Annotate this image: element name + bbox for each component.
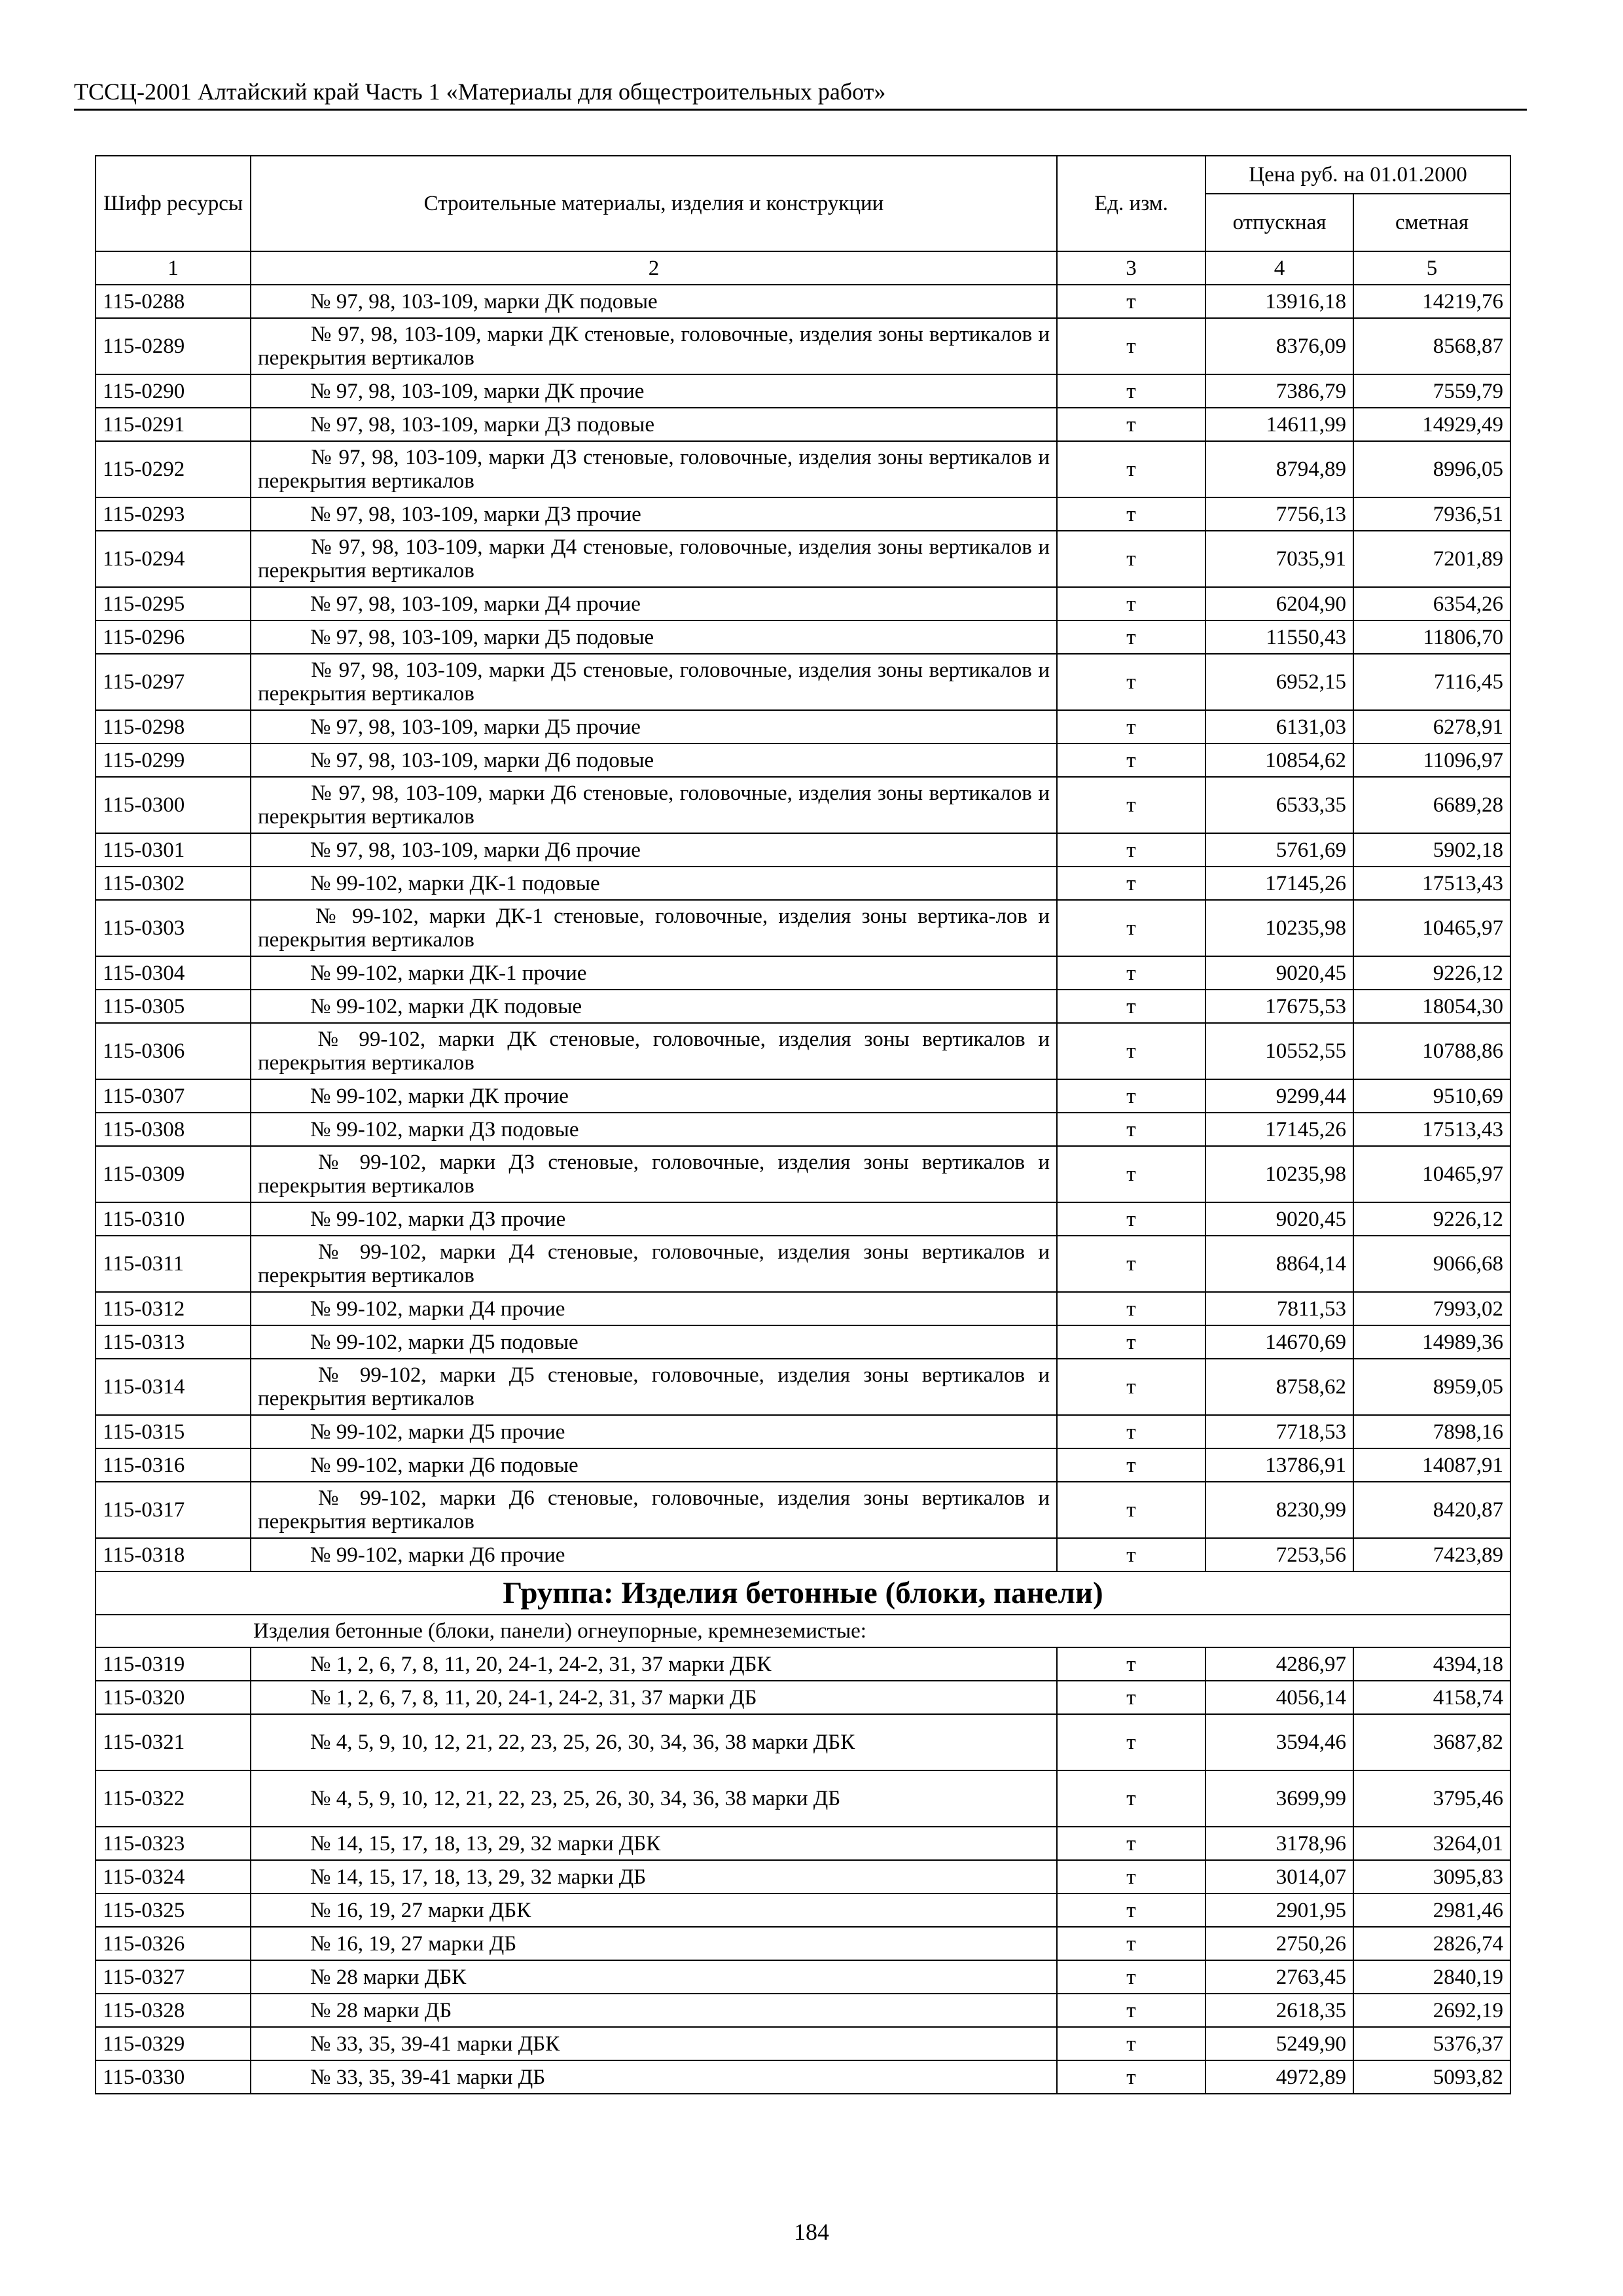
resource-code: 115-0319 — [96, 1647, 251, 1681]
release-price: 8758,62 — [1205, 1359, 1353, 1415]
release-price: 7035,91 — [1205, 531, 1353, 587]
estimate-price: 8996,05 — [1353, 441, 1510, 497]
table-row — [96, 531, 1510, 587]
table-row — [96, 318, 1510, 374]
unit: т — [1057, 1415, 1205, 1448]
resource-code: 115-0328 — [96, 1994, 251, 2027]
table-row — [96, 2027, 1510, 2060]
resource-code: 115-0324 — [96, 1860, 251, 1893]
unit: т — [1057, 1359, 1205, 1415]
header-code: Шифр ресурсы — [96, 156, 251, 251]
material-name: № 4, 5, 9, 10, 12, 21, 22, 23, 25, 26, 30, 34, 36, 38 марки ДБ — [251, 1770, 1057, 1827]
estimate-price: 7559,79 — [1353, 374, 1510, 408]
estimate-price: 7423,89 — [1353, 1538, 1510, 1571]
unit: т — [1057, 1292, 1205, 1325]
table-row — [96, 1023, 1510, 1079]
resource-code: 115-0305 — [96, 990, 251, 1023]
material-name: № 99-102, марки ДК-1 подовые — [251, 867, 1057, 900]
material-name: № 99-102, марки ДЗ стеновые, головочные, изделия зоны вертикалов и перекрытия вертикалов — [251, 1146, 1057, 1202]
unit: т — [1057, 1146, 1205, 1202]
estimate-price: 3095,83 — [1353, 1860, 1510, 1893]
material-name: № 99-102, марки Д4 стеновые, головочные, изделия зоны вертикалов и перекрытия вертикалов — [251, 1236, 1057, 1292]
unit: т — [1057, 710, 1205, 744]
table-row — [96, 1236, 1510, 1292]
estimate-price: 8568,87 — [1353, 318, 1510, 374]
release-price: 5761,69 — [1205, 833, 1353, 867]
release-price: 3014,07 — [1205, 1860, 1353, 1893]
resource-code: 115-0298 — [96, 710, 251, 744]
unit: т — [1057, 2060, 1205, 2094]
resource-code: 115-0301 — [96, 833, 251, 867]
release-price: 9020,45 — [1205, 956, 1353, 990]
header-release-price: отпускная — [1205, 194, 1353, 251]
release-price: 7253,56 — [1205, 1538, 1353, 1571]
unit: т — [1057, 1079, 1205, 1113]
estimate-price: 5093,82 — [1353, 2060, 1510, 2094]
estimate-price: 2692,19 — [1353, 1994, 1510, 2027]
resource-code: 115-0295 — [96, 587, 251, 620]
material-name: № 97, 98, 103-109, марки Д6 прочие — [251, 833, 1057, 867]
release-price: 7811,53 — [1205, 1292, 1353, 1325]
resource-code: 115-0290 — [96, 374, 251, 408]
table-row — [96, 990, 1510, 1023]
table-row — [96, 1893, 1510, 1927]
unit: т — [1057, 1681, 1205, 1714]
unit: т — [1057, 1827, 1205, 1860]
resource-code: 115-0320 — [96, 1681, 251, 1714]
material-name: № 97, 98, 103-109, марки ДЗ прочие — [251, 497, 1057, 531]
table-row — [96, 1448, 1510, 1482]
material-name: № 97, 98, 103-109, марки Д5 стеновые, головочные, изделия зоны вертикалов и перекрытия вертикалов — [251, 654, 1057, 710]
table-body-section-2 — [96, 1647, 1510, 2094]
release-price: 7756,13 — [1205, 497, 1353, 531]
table-row — [96, 1359, 1510, 1415]
table-row — [96, 1994, 1510, 2027]
material-name: № 99-102, марки Д5 прочие — [251, 1415, 1057, 1448]
estimate-price: 7116,45 — [1353, 654, 1510, 710]
estimate-price: 9226,12 — [1353, 956, 1510, 990]
estimate-price: 3264,01 — [1353, 1827, 1510, 1860]
estimate-price: 11806,70 — [1353, 620, 1510, 654]
resource-code: 115-0325 — [96, 1893, 251, 1927]
material-name: № 97, 98, 103-109, марки ДЗ стеновые, головочные, изделия зоны вертикалов и перекрытия вертикалов — [251, 441, 1057, 497]
resource-code: 115-0313 — [96, 1325, 251, 1359]
header-name: Строительные материалы, изделия и конструкции — [251, 156, 1057, 251]
release-price: 7386,79 — [1205, 374, 1353, 408]
estimate-price: 8420,87 — [1353, 1482, 1510, 1538]
resource-code: 115-0308 — [96, 1113, 251, 1146]
table-row — [96, 777, 1510, 833]
resource-code: 115-0302 — [96, 867, 251, 900]
material-name: № 33, 35, 39-41 марки ДБК — [251, 2027, 1057, 2060]
unit: т — [1057, 497, 1205, 531]
estimate-price: 17513,43 — [1353, 867, 1510, 900]
unit: т — [1057, 956, 1205, 990]
material-name: № 4, 5, 9, 10, 12, 21, 22, 23, 25, 26, 30, 34, 36, 38 марки ДБК — [251, 1714, 1057, 1770]
resource-code: 115-0326 — [96, 1927, 251, 1960]
estimate-price: 4158,74 — [1353, 1681, 1510, 1714]
resource-code: 115-0310 — [96, 1202, 251, 1236]
resource-code: 115-0318 — [96, 1538, 251, 1571]
table-row — [96, 1827, 1510, 1860]
unit: т — [1057, 1482, 1205, 1538]
resource-code: 115-0316 — [96, 1448, 251, 1482]
resource-code: 115-0321 — [96, 1714, 251, 1770]
material-name: № 97, 98, 103-109, марки Д4 стеновые, головочные, изделия зоны вертикалов и перекрытия вертикалов — [251, 531, 1057, 587]
page-header: ТССЦ-2001 Алтайский край Часть 1 «Материалы для общестроительных работ» — [74, 77, 1527, 111]
resource-code: 115-0297 — [96, 654, 251, 710]
estimate-price: 10465,97 — [1353, 900, 1510, 956]
resource-code: 115-0306 — [96, 1023, 251, 1079]
table-row — [96, 374, 1510, 408]
estimate-price: 7898,16 — [1353, 1415, 1510, 1448]
release-price: 11550,43 — [1205, 620, 1353, 654]
release-price: 8230,99 — [1205, 1482, 1353, 1538]
release-price: 14670,69 — [1205, 1325, 1353, 1359]
release-price: 8794,89 — [1205, 441, 1353, 497]
unit: т — [1057, 1927, 1205, 1960]
material-name: № 97, 98, 103-109, марки Д5 подовые — [251, 620, 1057, 654]
table-row — [96, 1681, 1510, 1714]
material-name: № 97, 98, 103-109, марки ДК подовые — [251, 285, 1057, 318]
estimate-price: 17513,43 — [1353, 1113, 1510, 1146]
material-name: № 28 марки ДБК — [251, 1960, 1057, 1994]
column-numbers-row — [96, 251, 1510, 285]
estimate-price: 7201,89 — [1353, 531, 1510, 587]
resource-code: 115-0307 — [96, 1079, 251, 1113]
resource-code: 115-0329 — [96, 2027, 251, 2060]
header-estimate-price: сметная — [1353, 194, 1510, 251]
resource-code: 115-0288 — [96, 285, 251, 318]
release-price: 9020,45 — [1205, 1202, 1353, 1236]
estimate-price: 14087,91 — [1353, 1448, 1510, 1482]
release-price: 13916,18 — [1205, 285, 1353, 318]
resource-code: 115-0323 — [96, 1827, 251, 1860]
group-title: Группа: Изделия бетонные (блоки, панели) — [96, 1571, 1510, 1615]
estimate-price: 6354,26 — [1353, 587, 1510, 620]
release-price: 3178,96 — [1205, 1827, 1353, 1860]
table-row — [96, 587, 1510, 620]
unit: т — [1057, 1647, 1205, 1681]
unit: т — [1057, 1113, 1205, 1146]
table-row — [96, 497, 1510, 531]
release-price: 8864,14 — [1205, 1236, 1353, 1292]
material-name: № 99-102, марки Д5 подовые — [251, 1325, 1057, 1359]
estimate-price: 14219,76 — [1353, 285, 1510, 318]
unit: т — [1057, 441, 1205, 497]
unit: т — [1057, 1538, 1205, 1571]
table-row — [96, 1482, 1510, 1538]
material-name: № 99-102, марки Д6 стеновые, головочные, изделия зоны вертикалов и перекрытия вертикалов — [251, 1482, 1057, 1538]
estimate-price: 5376,37 — [1353, 2027, 1510, 2060]
page-number: 184 — [794, 2219, 829, 2245]
estimate-price: 2981,46 — [1353, 1893, 1510, 1927]
table-row — [96, 1647, 1510, 1681]
table-row — [96, 1960, 1510, 1994]
estimate-price: 7936,51 — [1353, 497, 1510, 531]
table-row — [96, 867, 1510, 900]
column-number: 2 — [251, 251, 1057, 285]
unit: т — [1057, 744, 1205, 777]
unit: т — [1057, 531, 1205, 587]
resource-code: 115-0292 — [96, 441, 251, 497]
unit: т — [1057, 285, 1205, 318]
unit: т — [1057, 2027, 1205, 2060]
resource-code: 115-0304 — [96, 956, 251, 990]
estimate-price: 5902,18 — [1353, 833, 1510, 867]
table-row — [96, 744, 1510, 777]
table-row — [96, 1770, 1510, 1827]
table-row — [96, 285, 1510, 318]
estimate-price: 9226,12 — [1353, 1202, 1510, 1236]
resource-code: 115-0315 — [96, 1415, 251, 1448]
table-row — [96, 1113, 1510, 1146]
table-row — [96, 408, 1510, 441]
material-name: № 97, 98, 103-109, марки Д4 прочие — [251, 587, 1057, 620]
unit: т — [1057, 1960, 1205, 1994]
header-unit: Ед. изм. — [1057, 156, 1205, 251]
resource-code: 115-0293 — [96, 497, 251, 531]
resource-code: 115-0291 — [96, 408, 251, 441]
material-name: № 99-102, марки ДК прочие — [251, 1079, 1057, 1113]
material-name: № 99-102, марки ДК стеновые, головочные, изделия зоны вертикалов и перекрытия вертикалов — [251, 1023, 1057, 1079]
release-price: 6952,15 — [1205, 654, 1353, 710]
column-number: 1 — [96, 251, 251, 285]
unit: т — [1057, 1770, 1205, 1827]
subgroup-title: Изделия бетонные (блоки, панели) огнеупорные, кремнеземистые: — [96, 1615, 1510, 1647]
unit: т — [1057, 318, 1205, 374]
release-price: 4286,97 — [1205, 1647, 1353, 1681]
estimate-price: 14929,49 — [1353, 408, 1510, 441]
material-name: № 16, 19, 27 марки ДБК — [251, 1893, 1057, 1927]
material-name: № 99-102, марки ДК-1 стеновые, головочные, изделия зоны вертика-лов и перекрытия вертикалов — [251, 900, 1057, 956]
estimate-price: 18054,30 — [1353, 990, 1510, 1023]
table-row — [96, 1860, 1510, 1893]
table-row — [96, 1927, 1510, 1960]
release-price: 8376,09 — [1205, 318, 1353, 374]
material-name: № 97, 98, 103-109, марки ДЗ подовые — [251, 408, 1057, 441]
release-price: 2763,45 — [1205, 1960, 1353, 1994]
material-name: № 1, 2, 6, 7, 8, 11, 20, 24-1, 24-2, 31, 37 марки ДБ — [251, 1681, 1057, 1714]
unit: т — [1057, 867, 1205, 900]
unit: т — [1057, 1236, 1205, 1292]
unit: т — [1057, 1448, 1205, 1482]
material-name: № 97, 98, 103-109, марки ДК прочие — [251, 374, 1057, 408]
release-price: 6131,03 — [1205, 710, 1353, 744]
release-price: 10235,98 — [1205, 1146, 1353, 1202]
table-row — [96, 2060, 1510, 2094]
table-row — [96, 833, 1510, 867]
release-price: 10854,62 — [1205, 744, 1353, 777]
material-name: № 97, 98, 103-109, марки Д6 подовые — [251, 744, 1057, 777]
unit: т — [1057, 620, 1205, 654]
estimate-price: 6278,91 — [1353, 710, 1510, 744]
unit: т — [1057, 777, 1205, 833]
material-name: № 99-102, марки ДК подовые — [251, 990, 1057, 1023]
material-name: № 28 марки ДБ — [251, 1994, 1057, 2027]
resource-code: 115-0296 — [96, 620, 251, 654]
estimate-price: 2840,19 — [1353, 1960, 1510, 1994]
table-row — [96, 441, 1510, 497]
release-price: 4972,89 — [1205, 2060, 1353, 2094]
resource-code: 115-0299 — [96, 744, 251, 777]
unit: т — [1057, 587, 1205, 620]
table-row — [96, 1714, 1510, 1770]
material-name: № 99-102, марки ДЗ подовые — [251, 1113, 1057, 1146]
release-price: 5249,90 — [1205, 2027, 1353, 2060]
table-row — [96, 710, 1510, 744]
resource-code: 115-0311 — [96, 1236, 251, 1292]
estimate-price: 11096,97 — [1353, 744, 1510, 777]
table-row — [96, 956, 1510, 990]
material-name: № 99-102, марки Д6 подовые — [251, 1448, 1057, 1482]
table-row — [96, 1079, 1510, 1113]
estimate-price: 7993,02 — [1353, 1292, 1510, 1325]
release-price: 2901,95 — [1205, 1893, 1353, 1927]
material-name: № 97, 98, 103-109, марки Д5 прочие — [251, 710, 1057, 744]
release-price: 13786,91 — [1205, 1448, 1353, 1482]
release-price: 10552,55 — [1205, 1023, 1353, 1079]
release-price: 2750,26 — [1205, 1927, 1353, 1960]
resource-code: 115-0309 — [96, 1146, 251, 1202]
unit: т — [1057, 900, 1205, 956]
table-body-section-1 — [96, 285, 1510, 1571]
header-price: Цена руб. на 01.01.2000 — [1205, 156, 1510, 194]
material-name: № 99-102, марки Д4 прочие — [251, 1292, 1057, 1325]
material-name: № 14, 15, 17, 18, 13, 29, 32 марки ДБ — [251, 1860, 1057, 1893]
estimate-price: 6689,28 — [1353, 777, 1510, 833]
estimate-price: 8959,05 — [1353, 1359, 1510, 1415]
release-price: 10235,98 — [1205, 900, 1353, 956]
table-row — [96, 620, 1510, 654]
material-name: № 99-102, марки ДК-1 прочие — [251, 956, 1057, 990]
material-name: № 97, 98, 103-109, марки Д6 стеновые, головочные, изделия зоны вертикалов и перекрытия вертикалов — [251, 777, 1057, 833]
table-row — [96, 1538, 1510, 1571]
material-name: № 97, 98, 103-109, марки ДК стеновые, головочные, изделия зоны вертикалов и перекрытия вертикалов — [251, 318, 1057, 374]
table-row — [96, 1325, 1510, 1359]
resource-code: 115-0294 — [96, 531, 251, 587]
table-row — [96, 900, 1510, 956]
material-name: № 14, 15, 17, 18, 13, 29, 32 марки ДБК — [251, 1827, 1057, 1860]
table-row — [96, 1415, 1510, 1448]
column-number: 5 — [1353, 251, 1510, 285]
resource-code: 115-0314 — [96, 1359, 251, 1415]
estimate-price: 9066,68 — [1353, 1236, 1510, 1292]
release-price: 2618,35 — [1205, 1994, 1353, 2027]
resource-code: 115-0327 — [96, 1960, 251, 1994]
release-price: 17145,26 — [1205, 1113, 1353, 1146]
estimate-price: 3795,46 — [1353, 1770, 1510, 1827]
release-price: 3594,46 — [1205, 1714, 1353, 1770]
table-row — [96, 654, 1510, 710]
material-name: № 99-102, марки Д5 стеновые, головочные, изделия зоны вертикалов и перекрытия вертикалов — [251, 1359, 1057, 1415]
unit: т — [1057, 408, 1205, 441]
estimate-price: 14989,36 — [1353, 1325, 1510, 1359]
estimate-price: 9510,69 — [1353, 1079, 1510, 1113]
release-price: 3699,99 — [1205, 1770, 1353, 1827]
estimate-price: 10788,86 — [1353, 1023, 1510, 1079]
release-price: 9299,44 — [1205, 1079, 1353, 1113]
table-row — [96, 1146, 1510, 1202]
unit: т — [1057, 833, 1205, 867]
material-name: № 1, 2, 6, 7, 8, 11, 20, 24-1, 24-2, 31, 37 марки ДБК — [251, 1647, 1057, 1681]
resource-code: 115-0300 — [96, 777, 251, 833]
release-price: 17145,26 — [1205, 867, 1353, 900]
release-price: 7718,53 — [1205, 1415, 1353, 1448]
release-price: 6533,35 — [1205, 777, 1353, 833]
table-row — [96, 1202, 1510, 1236]
group-section — [96, 1571, 1510, 1647]
unit: т — [1057, 1202, 1205, 1236]
estimate-price: 2826,74 — [1353, 1927, 1510, 1960]
material-name: № 16, 19, 27 марки ДБ — [251, 1927, 1057, 1960]
table-row — [96, 1292, 1510, 1325]
column-number: 4 — [1205, 251, 1353, 285]
release-price: 4056,14 — [1205, 1681, 1353, 1714]
resource-code: 115-0317 — [96, 1482, 251, 1538]
unit: т — [1057, 990, 1205, 1023]
estimate-price: 10465,97 — [1353, 1146, 1510, 1202]
estimate-price: 3687,82 — [1353, 1714, 1510, 1770]
release-price: 14611,99 — [1205, 408, 1353, 441]
resource-code: 115-0312 — [96, 1292, 251, 1325]
material-name: № 99-102, марки ДЗ прочие — [251, 1202, 1057, 1236]
unit: т — [1057, 1994, 1205, 2027]
unit: т — [1057, 1325, 1205, 1359]
unit: т — [1057, 654, 1205, 710]
release-price: 6204,90 — [1205, 587, 1353, 620]
unit: т — [1057, 374, 1205, 408]
unit: т — [1057, 1714, 1205, 1770]
resource-code: 115-0322 — [96, 1770, 251, 1827]
release-price: 17675,53 — [1205, 990, 1353, 1023]
subgroup-row — [96, 1615, 1510, 1647]
resource-code: 115-0289 — [96, 318, 251, 374]
unit: т — [1057, 1860, 1205, 1893]
resource-code: 115-0303 — [96, 900, 251, 956]
material-name: № 99-102, марки Д6 прочие — [251, 1538, 1057, 1571]
price-table — [95, 155, 1511, 2094]
unit: т — [1057, 1023, 1205, 1079]
unit: т — [1057, 1893, 1205, 1927]
estimate-price: 4394,18 — [1353, 1647, 1510, 1681]
group-row — [96, 1571, 1510, 1615]
material-name: № 33, 35, 39-41 марки ДБ — [251, 2060, 1057, 2094]
column-number: 3 — [1057, 251, 1205, 285]
resource-code: 115-0330 — [96, 2060, 251, 2094]
